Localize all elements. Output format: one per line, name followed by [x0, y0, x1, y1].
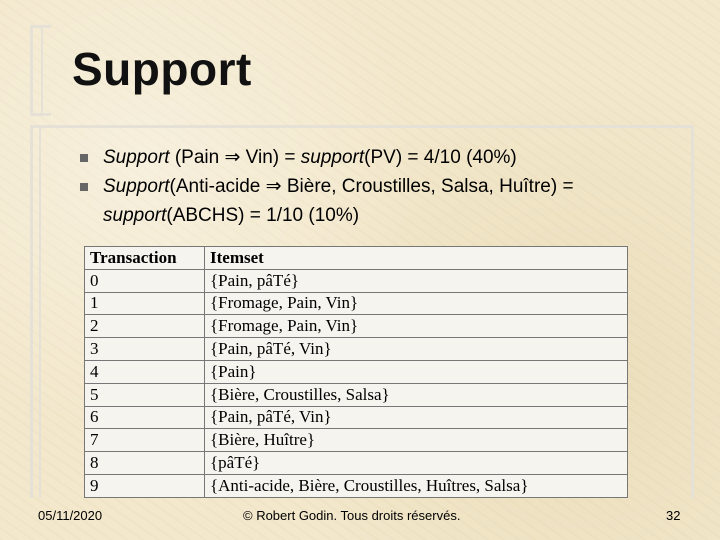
table-row: [85, 338, 628, 361]
table-row: [85, 360, 628, 383]
bullet-item-support-antiacide: [80, 172, 680, 230]
itemset-cell: {Pain, pâTé, Vin}: [205, 338, 628, 361]
bullet-list: [80, 143, 680, 230]
bullet-text: (Anti-acide: [169, 176, 266, 197]
itemset-cell: {Fromage, Pain, Vin}: [205, 315, 628, 338]
bullet-text: (Pain: [169, 147, 225, 168]
implies-icon: ⇒: [224, 147, 241, 168]
itemset-cell: {Bière, Croustilles, Salsa}: [205, 383, 628, 406]
transaction-cell: 8: [85, 452, 205, 475]
itemset-cell: {pâTé}: [205, 452, 628, 475]
table-header-row: [85, 247, 628, 270]
bullet-term: Support: [103, 176, 170, 197]
itemset-cell: {Fromage, Pain, Vin}: [205, 292, 628, 315]
itemset-cell: {Pain, pâTé, Vin}: [205, 406, 628, 429]
transaction-cell: 4: [85, 360, 205, 383]
bullet-text: (PV) = 4/10 (40%): [364, 147, 517, 168]
implies-icon: ⇒: [265, 176, 282, 197]
square-bullet-icon: [80, 183, 88, 191]
table-row: [85, 474, 628, 497]
footer-date: 05/11/2020: [38, 508, 103, 523]
itemset-cell: {Bière, Huître}: [205, 429, 628, 452]
bullet-term: support: [300, 147, 365, 168]
slide-title: Support: [72, 43, 252, 95]
table-row: [85, 315, 628, 338]
table-row: [85, 429, 628, 452]
transaction-cell: 3: [85, 338, 205, 361]
transaction-cell: 7: [85, 429, 205, 452]
itemset-cell: {Anti-acide, Bière, Croustilles, Huîtres, Salsa}: [205, 474, 628, 497]
column-header-itemset: Itemset: [205, 247, 628, 270]
title-frame-decoration: [30, 25, 51, 116]
transaction-cell: 5: [85, 383, 205, 406]
square-bullet-icon: [80, 154, 88, 162]
footer-copyright: © Robert Godin. Tous droits réservés.: [243, 508, 461, 523]
transactions-table: [84, 246, 628, 498]
table-row: [85, 383, 628, 406]
bullet-text: Vin) =: [240, 147, 301, 168]
transaction-cell: 9: [85, 474, 205, 497]
itemset-cell: {Pain}: [205, 360, 628, 383]
transaction-cell: 0: [85, 269, 205, 292]
bullet-term: Support: [103, 147, 170, 168]
bullet-item-support-pain-vin: [80, 143, 680, 172]
table-row: [85, 452, 628, 475]
transaction-cell: 1: [85, 292, 205, 315]
itemset-cell: {Pain, pâTé}: [205, 269, 628, 292]
table-row: [85, 406, 628, 429]
column-header-transaction: Transaction: [85, 247, 205, 270]
table-row: [85, 292, 628, 315]
table-row: [85, 269, 628, 292]
transaction-cell: 6: [85, 406, 205, 429]
bullet-term: support: [103, 205, 167, 226]
bullet-text: Bière, Croustilles, Salsa, Huître) =: [281, 176, 574, 197]
transaction-cell: 2: [85, 315, 205, 338]
bullet-text: (ABCHS) = 1/10 (10%): [166, 205, 360, 226]
page-number: 32: [666, 508, 681, 523]
